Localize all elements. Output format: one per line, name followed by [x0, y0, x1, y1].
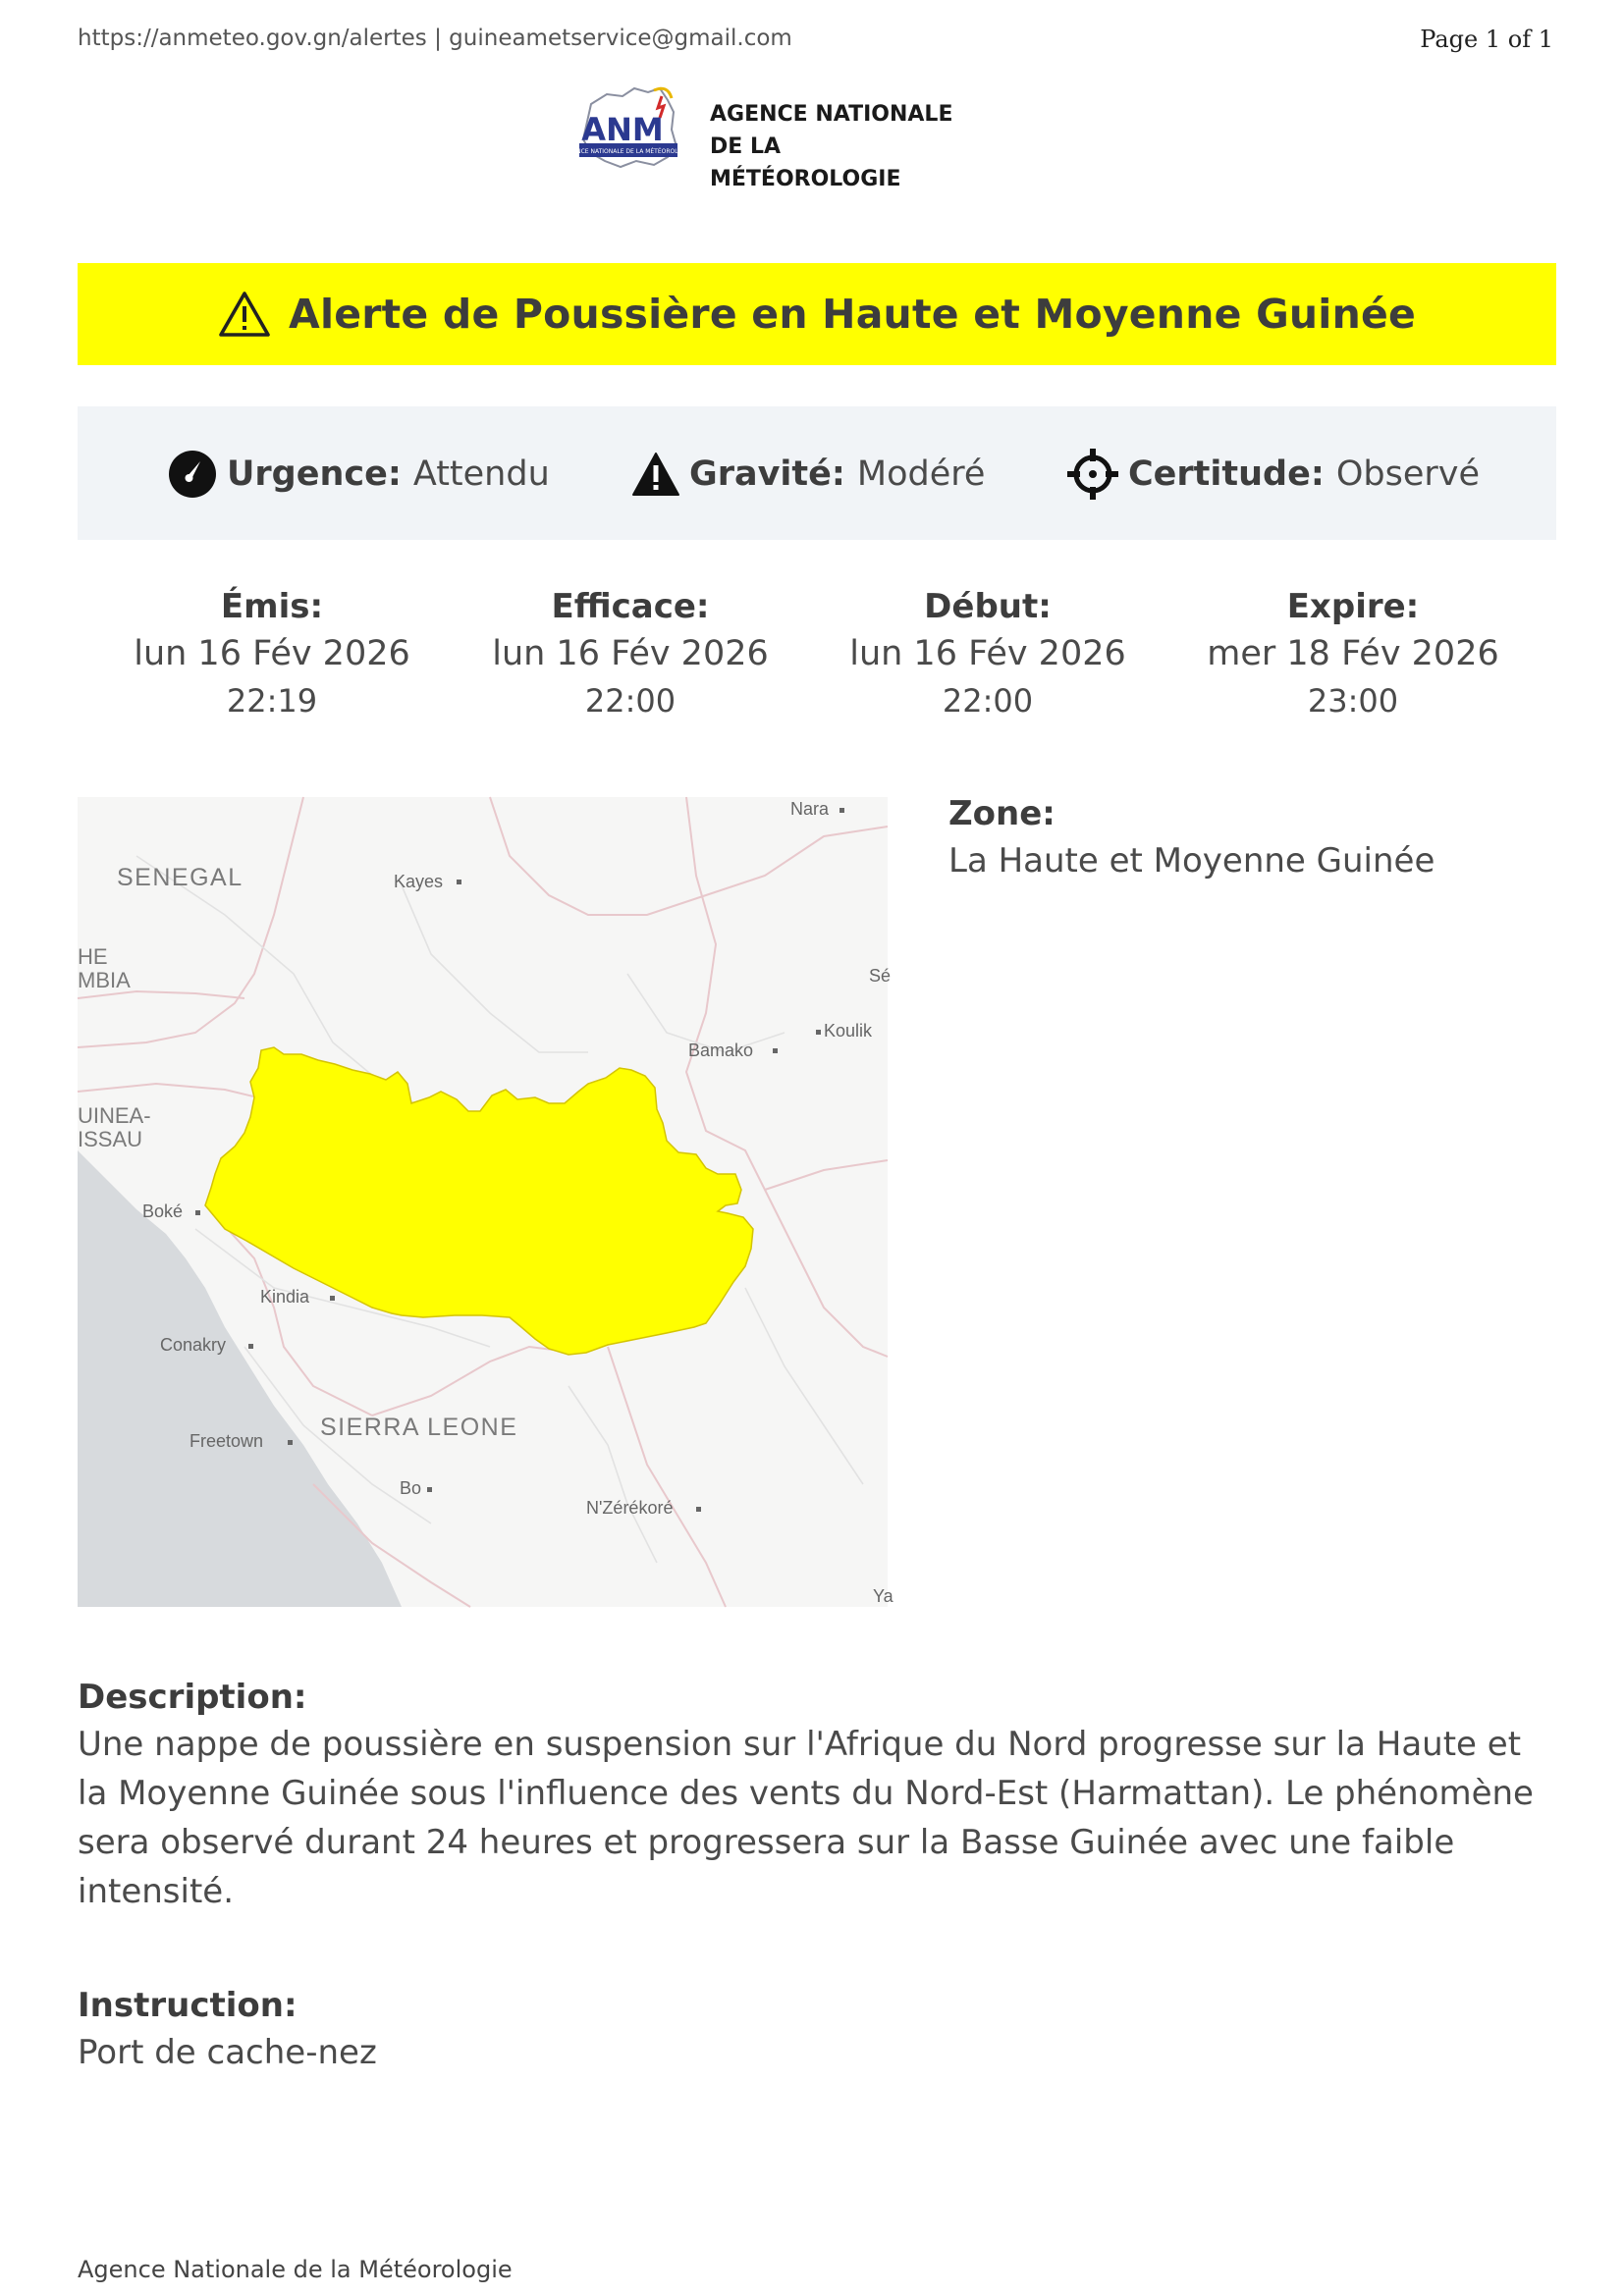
map-label-nara: Nara — [790, 799, 830, 819]
map-label-kindia: Kindia — [260, 1287, 310, 1307]
alert-meta-box — [78, 406, 1556, 540]
map-label-gambia-2: MBIA — [78, 968, 131, 992]
zone-section — [948, 791, 1538, 885]
urgency-value: Attendu — [412, 454, 550, 494]
header-email[interactable]: guineametservice@gmail.com — [449, 26, 792, 51]
alert-banner — [78, 263, 1556, 365]
zone-value: La Haute et Moyenne Guinée — [948, 841, 1435, 881]
header-url-line — [78, 26, 792, 51]
zone-label: Zone: — [948, 794, 1056, 833]
description-label: Description: — [78, 1678, 307, 1717]
logo-acronym: ANM — [581, 111, 664, 148]
map-label-kayes: Kayes — [394, 872, 444, 891]
logo-tagline: AGENCE NATIONALE DE LA MÉTÉOROLOGIE — [564, 148, 693, 155]
issued-column — [95, 585, 449, 722]
map-label-bamako: Bamako — [688, 1041, 754, 1060]
onset-time: 22:00 — [942, 682, 1034, 720]
map-label-bo: Bo — [400, 1478, 422, 1498]
instruction-label: Instruction: — [78, 1986, 298, 2025]
severity-value: Modéré — [856, 454, 986, 494]
map-label-gambia-1: HE — [78, 944, 108, 969]
expires-label: Expire: — [1286, 587, 1420, 626]
effective-column — [454, 585, 807, 722]
instruction-text: Port de cache-nez — [78, 2033, 377, 2072]
header-separator: | — [426, 26, 450, 51]
severity-field — [632, 450, 985, 499]
urgency-field — [168, 450, 550, 499]
alert-title: Alerte de Poussière en Haute et Moyenne Guinée — [289, 291, 1416, 338]
effective-date: lun 16 Fév 2026 — [492, 634, 769, 673]
issued-date: lun 16 Fév 2026 — [134, 634, 410, 673]
map-label-senegal: SENEGAL — [117, 864, 244, 891]
logo-agency-name — [710, 98, 970, 195]
footer-agency-name: Agence Nationale de la Météorologie — [78, 2256, 513, 2283]
alert-zone-map[interactable] — [78, 797, 893, 1607]
issued-label: Émis: — [220, 587, 324, 626]
onset-column — [811, 585, 1164, 722]
anm-logo-icon — [564, 82, 693, 169]
urgency-label: Urgence: — [227, 454, 402, 494]
certainty-label: Certitude: — [1128, 454, 1325, 494]
onset-label: Début: — [924, 587, 1052, 626]
expires-time: 23:00 — [1307, 682, 1399, 720]
description-text: Une nappe de poussière en suspension sur l'Afrique du Nord progresse sur la Haute et la Moyenne Guinée sous l'influence des vents du Nord-Est (Harmattan). Le phénomène sera observé durant 24 heures et progressera sur la Basse Guinée avec une faible intensité. — [78, 1725, 1534, 1911]
logo-line-2: DE LA MÉTÉOROLOGIE — [710, 134, 901, 191]
onset-date: lun 16 Fév 2026 — [849, 634, 1126, 673]
header-url[interactable]: https://anmeteo.gov.gn/alertes — [78, 26, 427, 51]
certainty-field — [1067, 450, 1480, 499]
map-label-segou: Sé — [869, 966, 892, 986]
gauge-icon — [168, 450, 217, 499]
severity-label: Gravité: — [689, 454, 845, 494]
agency-logo — [564, 82, 970, 191]
map-label-nzerekore: N'Zérékoré — [586, 1498, 674, 1518]
certainty-value: Observé — [1335, 454, 1481, 494]
description-section — [78, 1675, 1556, 1916]
warning-triangle-outline-icon — [218, 290, 271, 339]
map-label-conakry: Conakry — [160, 1335, 227, 1355]
issued-time: 22:19 — [226, 682, 318, 720]
crosshair-icon — [1067, 449, 1118, 500]
map-label-freetown: Freetown — [189, 1431, 264, 1451]
effective-time: 22:00 — [584, 682, 677, 720]
warning-triangle-icon — [632, 452, 679, 497]
expires-column — [1176, 585, 1530, 722]
map-label-guinea-bissau-1: UINEA- — [78, 1103, 151, 1128]
map-label-yamoussoukro: Ya — [873, 1586, 893, 1606]
map-label-koulikoro: Koulik — [824, 1021, 873, 1041]
effective-label: Efficace: — [551, 587, 710, 626]
map-label-sierra-leone: SIERRA LEONE — [320, 1414, 518, 1441]
expires-date: mer 18 Fév 2026 — [1207, 634, 1499, 673]
page-number: Page 1 of 1 — [1420, 26, 1553, 53]
logo-line-1: AGENCE NATIONALE — [710, 102, 953, 127]
map-label-boke: Boké — [142, 1201, 184, 1221]
map-label-guinea-bissau-2: ISSAU — [78, 1127, 143, 1151]
instruction-section — [78, 1983, 1556, 2077]
map-canvas — [78, 797, 893, 1607]
